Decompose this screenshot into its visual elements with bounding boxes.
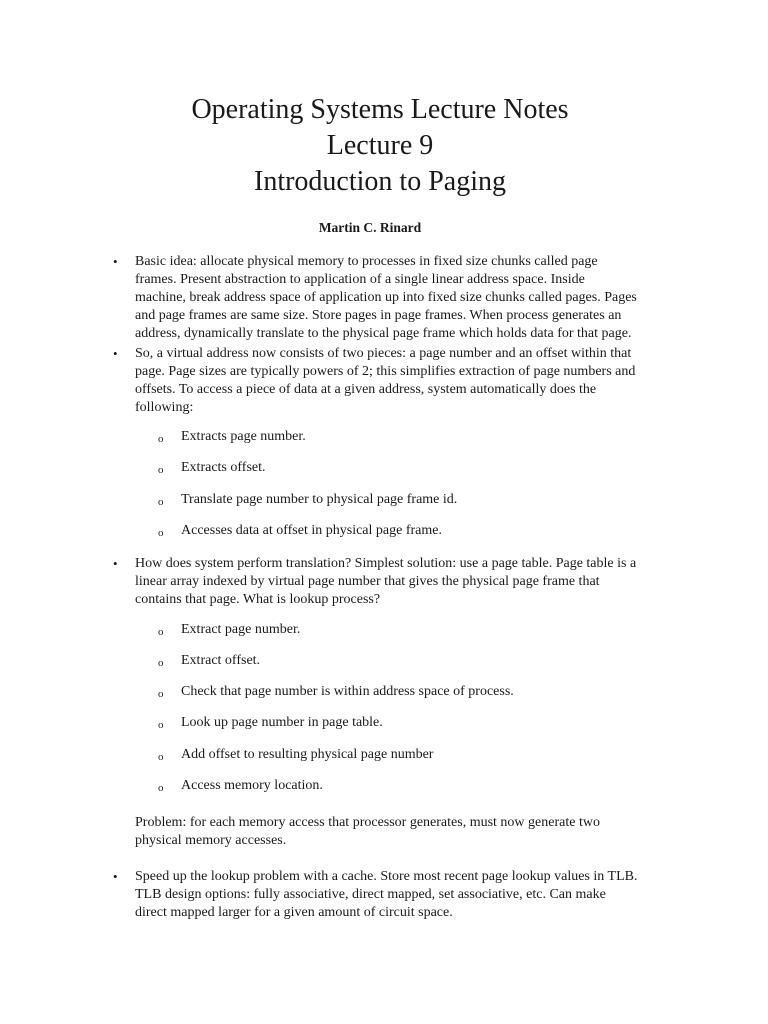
sub-item-marker: o bbox=[158, 496, 164, 508]
text-line: frames. Present abstraction to application of a single linear address space. Inside bbox=[135, 272, 585, 287]
sub-item: Extracts page number. bbox=[181, 429, 306, 444]
bullet-marker: • bbox=[113, 556, 118, 571]
title-line-course: Operating Systems Lecture Notes bbox=[191, 94, 569, 125]
sub-item: Access memory location. bbox=[181, 778, 323, 793]
sub-item: Translate page number to physical page frame id. bbox=[181, 492, 458, 507]
text-line: So, a virtual address now consists of two pieces: a page number and an offset within that bbox=[135, 346, 632, 361]
sub-item: Extracts offset. bbox=[181, 460, 266, 475]
text-line: offsets. To access a piece of data at a given address, system automatically does the bbox=[135, 382, 597, 397]
text-line: linear array indexed by virtual page number that gives the physical page frame that bbox=[135, 574, 600, 589]
bullet-marker: • bbox=[113, 869, 118, 884]
text-line: machine, break address space of application up into fixed size chunks called pages. Pages bbox=[135, 290, 637, 305]
title-line-lecture: Lecture 9 bbox=[326, 130, 434, 161]
title-line-topic: Introduction to Paging bbox=[254, 166, 506, 197]
sub-item-marker: o bbox=[158, 527, 164, 539]
sub-item: Extract offset. bbox=[181, 653, 261, 668]
text-line: Speed up the lookup problem with a cache. Store most recent page lookup values in TLB. bbox=[135, 869, 638, 884]
sub-item: Look up page number in page table. bbox=[181, 715, 383, 730]
sub-item-marker: o bbox=[158, 751, 164, 763]
sub-item-marker: o bbox=[158, 464, 164, 476]
text-line: and page frames are same size. Store pages in page frames. When process generates an bbox=[135, 308, 622, 323]
author-name: Martin C. Rinard bbox=[318, 220, 422, 235]
bullet-marker: • bbox=[113, 254, 118, 269]
problem-note bbox=[135, 814, 690, 850]
document-title bbox=[0, 92, 760, 200]
bullet-paragraph-tlb-cache bbox=[135, 868, 690, 922]
sub-item-marker: o bbox=[158, 782, 164, 794]
text-line: physical memory accesses. bbox=[135, 833, 287, 848]
text-line: Problem: for each memory access that processor generates, must now generate two bbox=[135, 815, 600, 830]
bullet-paragraph-virtual-address bbox=[135, 345, 690, 417]
sub-item-marker: o bbox=[158, 657, 164, 669]
text-line: following: bbox=[135, 400, 194, 415]
text-line: Basic idea: allocate physical memory to processes in fixed size chunks called page bbox=[135, 254, 598, 269]
text-line: direct mapped larger for a given amount of circuit space. bbox=[135, 905, 453, 920]
sub-item: Check that page number is within address space of process. bbox=[181, 684, 514, 699]
sub-item-marker: o bbox=[158, 688, 164, 700]
text-line: How does system perform translation? Simplest solution: use a page table. Page table is a bbox=[135, 556, 637, 571]
sub-item: Accesses data at offset in physical page frame. bbox=[181, 523, 442, 538]
bullet-paragraph-basic-idea bbox=[135, 253, 690, 343]
sub-item-marker: o bbox=[158, 433, 164, 445]
bullet-paragraph-translation bbox=[135, 555, 690, 609]
sub-item-marker: o bbox=[158, 719, 164, 731]
sub-item: Extract page number. bbox=[181, 622, 301, 637]
text-line: page. Page sizes are typically powers of 2; this simplifies extraction of page numbers and bbox=[135, 364, 636, 379]
text-line: address, dynamically translate to the physical page frame which holds data for that page. bbox=[135, 326, 632, 341]
sub-item-marker: o bbox=[158, 626, 164, 638]
bullet-marker: • bbox=[113, 346, 118, 361]
sub-item: Add offset to resulting physical page number bbox=[181, 747, 434, 762]
text-line: TLB design options: fully associative, direct mapped, set associative, etc. Can make bbox=[135, 887, 606, 902]
text-line: contains that page. What is lookup process? bbox=[135, 592, 381, 607]
